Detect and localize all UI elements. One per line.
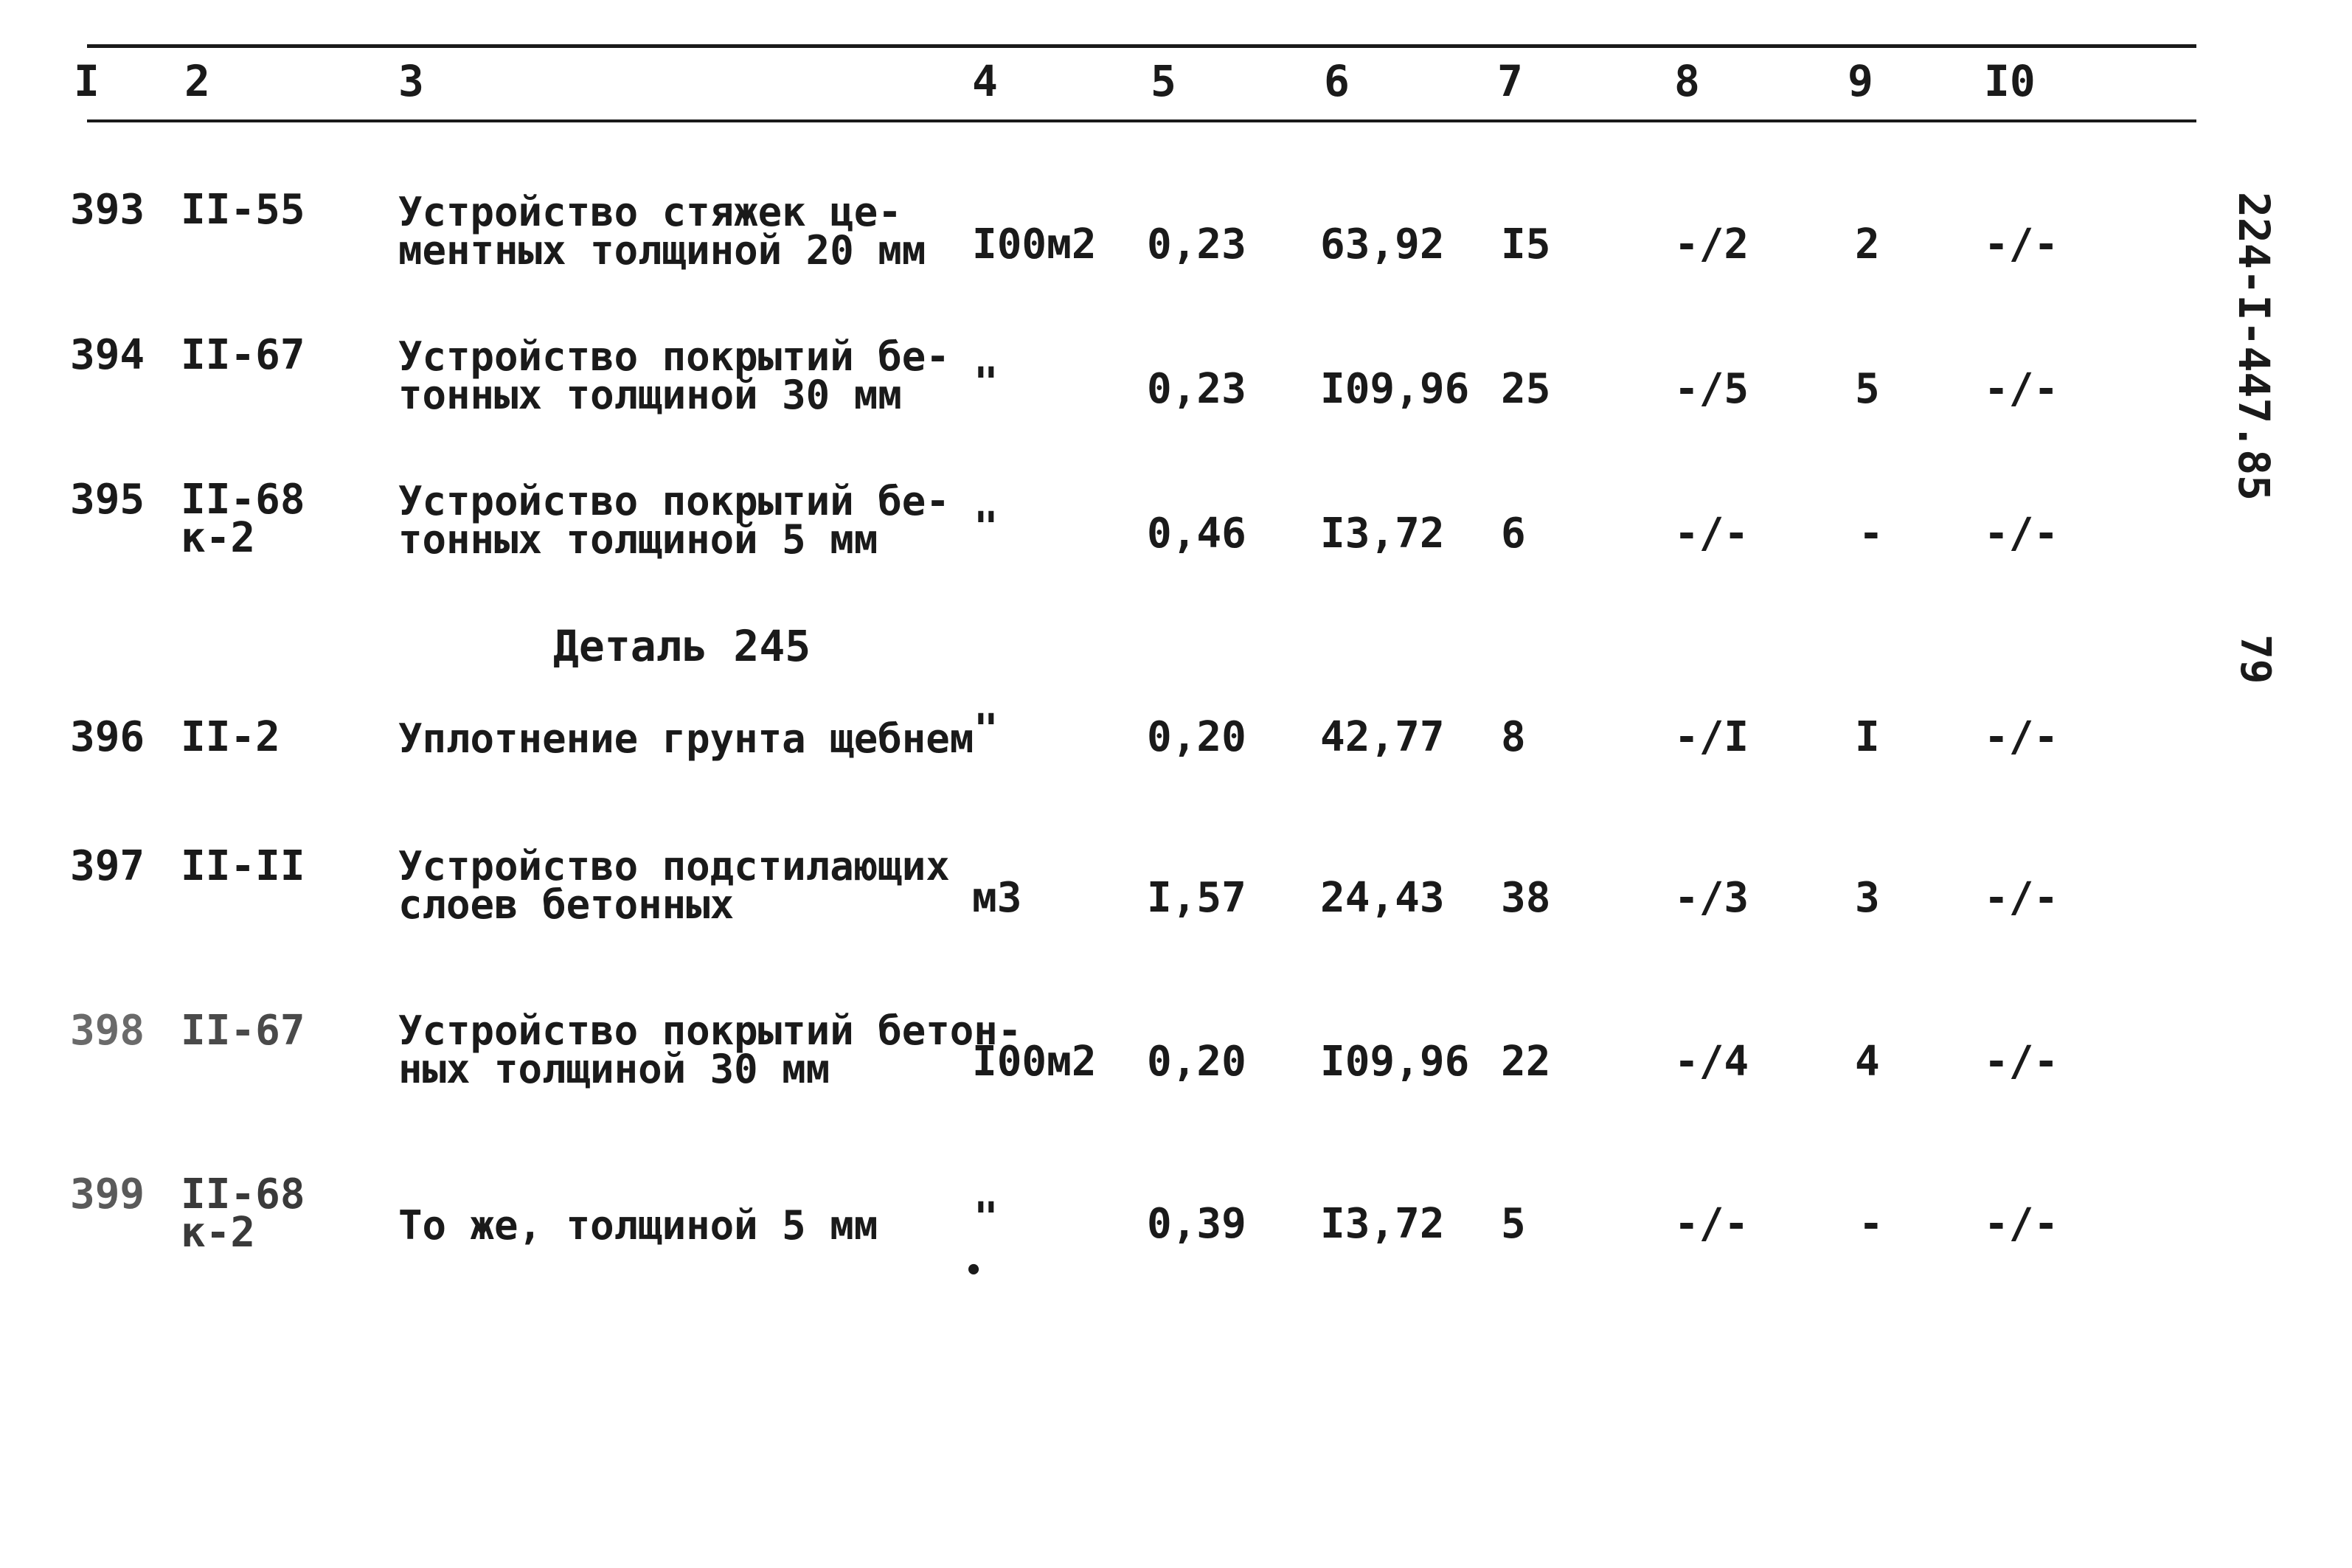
header-col-3: 3: [398, 56, 424, 106]
row-quantity: 0,23: [1147, 365, 1246, 413]
row-unit: ": [974, 1194, 999, 1242]
row-col-9: -: [1859, 510, 1884, 558]
row-description: Устройство стяжек це- ментных толщиной 20 мм: [398, 189, 926, 274]
row-col-7: 8: [1501, 713, 1526, 761]
row-col-8: -/I: [1674, 713, 1749, 761]
row-code: II-67: [181, 331, 305, 379]
row-col-8: -/2: [1674, 221, 1749, 268]
row-description: Устройство покрытий бе- тонных толщиной 30 мм: [398, 333, 950, 418]
row-col-9: 2: [1855, 221, 1880, 268]
row-number: 395: [70, 476, 145, 524]
row-quantity: 0,20: [1147, 1038, 1246, 1086]
row-unit: м3: [972, 874, 1022, 922]
row-code: II-68 к-2: [181, 476, 305, 562]
section-title: Деталь 245: [553, 621, 811, 671]
row-col-9: 3: [1855, 874, 1880, 922]
row-number: 397: [70, 842, 145, 890]
row-code: II-67: [181, 1007, 305, 1055]
row-price: I3,72: [1320, 1200, 1445, 1248]
row-col-8: -/3: [1674, 874, 1749, 922]
row-col-8: -/-: [1674, 1200, 1749, 1248]
header-col-7: 7: [1497, 56, 1523, 106]
row-quantity: 0,20: [1147, 713, 1246, 761]
row-col-7: 22: [1501, 1038, 1551, 1086]
row-col-8: -/4: [1674, 1038, 1749, 1086]
row-price: I3,72: [1320, 510, 1445, 558]
row-col-10: -/-: [1984, 713, 2059, 761]
row-price: 24,43: [1320, 874, 1445, 922]
row-price: 42,77: [1320, 713, 1445, 761]
row-description: Устройство покрытий бетон- ных толщиной 30 мм: [398, 1007, 1022, 1092]
row-col-7: 38: [1501, 874, 1551, 922]
row-col-10: -/-: [1984, 1038, 2059, 1086]
row-col-8: -/5: [1674, 365, 1749, 413]
row-col-10: -/-: [1984, 510, 2059, 558]
document-code: 224-I-447.85: [2229, 192, 2279, 502]
row-price: I09,96: [1320, 365, 1470, 413]
row-col-7: I5: [1501, 221, 1551, 268]
row-col-10: -/-: [1984, 365, 2059, 413]
header-col-2: 2: [184, 56, 210, 106]
page-number: 79: [2231, 634, 2279, 684]
row-description: То же, толщиной 5 мм: [398, 1202, 878, 1249]
row-number: 398: [70, 1007, 145, 1055]
row-col-7: 25: [1501, 365, 1551, 413]
row-description: Устройство подстилающих слоев бетонных: [398, 843, 950, 928]
table-header-rule: [87, 119, 2196, 122]
row-number: 399: [70, 1170, 145, 1218]
header-col-9: 9: [1848, 56, 1873, 106]
row-col-10: -/-: [1984, 221, 2059, 268]
header-col-6: 6: [1324, 56, 1350, 106]
stray-dot-mark: •: [965, 1254, 983, 1288]
header-col-1: I: [74, 56, 100, 106]
row-unit: ": [974, 504, 999, 552]
header-col-5: 5: [1151, 56, 1176, 106]
row-description: Уплотнение грунта щебнем: [398, 715, 974, 762]
row-col-10: -/-: [1984, 874, 2059, 922]
row-col-8: -/-: [1674, 510, 1749, 558]
row-col-10: -/-: [1984, 1200, 2059, 1248]
row-col-9: 4: [1855, 1038, 1880, 1086]
row-unit: I00м2: [972, 221, 1097, 268]
row-quantity: 0,39: [1147, 1200, 1246, 1248]
row-code: II-2: [181, 713, 280, 761]
row-unit: I00м2: [972, 1038, 1097, 1086]
row-col-9: 5: [1855, 365, 1880, 413]
row-col-7: 6: [1501, 510, 1526, 558]
table-top-rule: [87, 44, 2196, 48]
row-col-9: -: [1859, 1200, 1884, 1248]
row-unit: ": [974, 359, 999, 407]
row-code: II-II: [181, 842, 305, 890]
row-description: Устройство покрытий бе- тонных толщиной 5 мм: [398, 478, 950, 563]
header-col-8: 8: [1674, 56, 1700, 106]
row-col-7: 5: [1501, 1200, 1526, 1248]
row-quantity: I,57: [1147, 874, 1246, 922]
row-number: 394: [70, 331, 145, 379]
row-number: 396: [70, 713, 145, 761]
row-code: II-55: [181, 186, 305, 234]
header-col-4: 4: [972, 56, 998, 106]
row-quantity: 0,46: [1147, 510, 1246, 558]
row-price: I09,96: [1320, 1038, 1470, 1086]
row-unit: ": [974, 706, 999, 754]
row-col-9: I: [1855, 713, 1880, 761]
header-col-10: I0: [1984, 56, 2036, 106]
row-code: II-68 к-2: [181, 1170, 305, 1257]
row-quantity: 0,23: [1147, 221, 1246, 268]
row-number: 393: [70, 186, 145, 234]
row-price: 63,92: [1320, 221, 1445, 268]
